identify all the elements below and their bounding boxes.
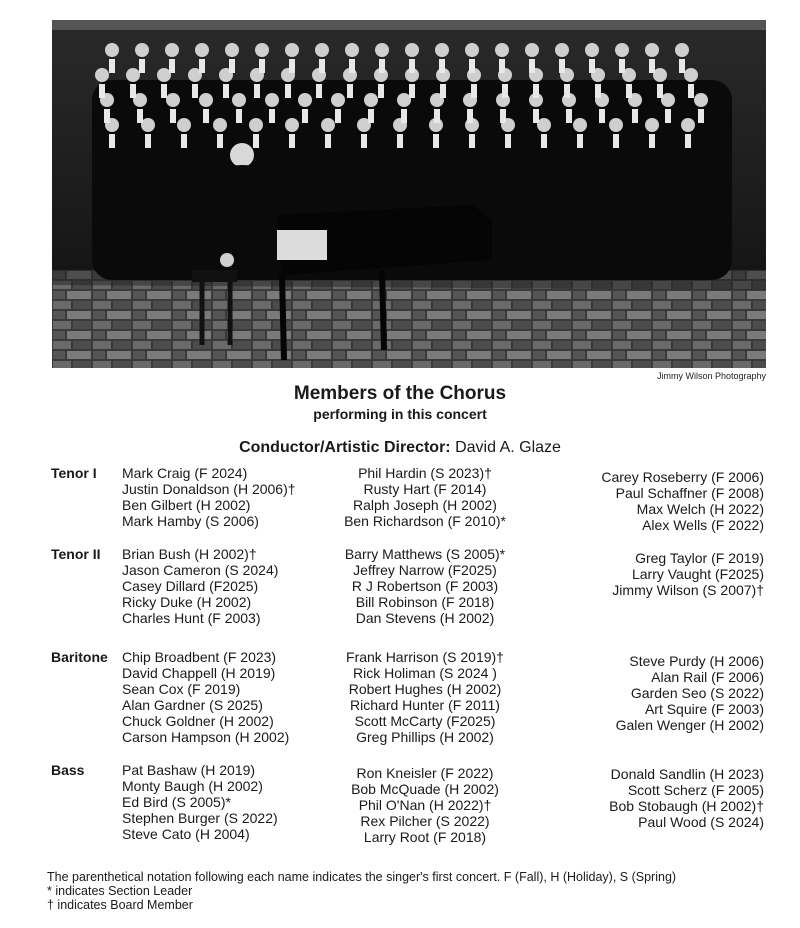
member-name: Scott Scherz (F 2005) xyxy=(627,782,764,798)
photo-credit: Jimmy Wilson Photography xyxy=(656,371,766,381)
member-name: Ralph Joseph (H 2002) xyxy=(353,497,497,513)
member-name: Chuck Goldner (H 2002) xyxy=(122,713,274,729)
section-column-1 xyxy=(122,465,296,529)
member-name: Brian Bush (H 2002)† xyxy=(122,546,257,562)
chorus-photo xyxy=(52,20,766,368)
conductor-line xyxy=(0,439,800,457)
member-name: Phil O'Nan (H 2022)† xyxy=(358,797,492,813)
member-name: Alan Rail (F 2006) xyxy=(651,669,764,685)
member-name: Donald Sandlin (H 2023) xyxy=(610,766,764,782)
member-name: Mark Hamby (S 2006) xyxy=(122,513,259,529)
member-name: Robert Hughes (H 2002) xyxy=(348,681,502,697)
section-label: Tenor II xyxy=(51,546,101,562)
section-column-1 xyxy=(122,649,289,745)
member-name: Rusty Hart (F 2014) xyxy=(363,481,487,497)
section-column-2 xyxy=(340,465,510,529)
member-name: Galen Wenger (H 2002) xyxy=(615,717,764,733)
member-name: Chip Broadbent (F 2023) xyxy=(122,649,277,665)
conductor-name: David A. Glaze xyxy=(455,439,561,456)
member-name: Pat Bashaw (H 2019) xyxy=(122,762,256,778)
member-name: Phil Hardin (S 2023)† xyxy=(358,465,492,481)
section-column-3 xyxy=(612,550,764,598)
page-title: Members of the Chorus xyxy=(293,383,507,404)
member-name: Scott McCarty (F2025) xyxy=(354,713,496,729)
member-name: Bill Robinson (F 2018) xyxy=(355,594,495,610)
member-name: Greg Taylor (F 2019) xyxy=(635,550,764,566)
section-column-3 xyxy=(609,766,764,830)
member-name: Ricky Duke (H 2002) xyxy=(122,594,252,610)
member-name: Larry Root (F 2018) xyxy=(363,829,487,845)
section-column-1 xyxy=(122,762,278,842)
member-name: Art Squire (F 2003) xyxy=(644,701,764,717)
member-name: Charles Hunt (F 2003) xyxy=(122,610,261,626)
member-name: Paul Schaffner (F 2008) xyxy=(615,485,764,501)
member-name: Max Welch (H 2022) xyxy=(636,501,764,517)
member-name: Greg Phillips (H 2002) xyxy=(356,729,494,745)
member-name: Dan Stevens (H 2002) xyxy=(355,610,495,626)
member-name: Jimmy Wilson (S 2007)† xyxy=(612,582,764,598)
chorus-photo-illustration xyxy=(52,20,766,368)
footer-notation-note: The parenthetical notation following each name indicates the singer's first concert. F (Fall), H (Holiday), S (Spring) xyxy=(47,870,677,884)
member-name: Jason Cameron (S 2024) xyxy=(122,562,279,578)
member-name: Monty Baugh (H 2002) xyxy=(122,778,263,794)
member-name: Alex Wells (F 2022) xyxy=(642,517,764,533)
footer-board-member-note: † indicates Board Member xyxy=(47,898,193,912)
member-name: Stephen Burger (S 2022) xyxy=(122,810,278,826)
member-name: Richard Hunter (F 2011) xyxy=(350,697,500,713)
member-name: Rick Holiman (S 2024 ) xyxy=(353,665,497,681)
member-name: Ben Gilbert (H 2002) xyxy=(122,497,251,513)
member-name: Sean Cox (F 2019) xyxy=(122,681,241,697)
section-column-2 xyxy=(340,765,510,845)
member-name: Garden Seo (S 2022) xyxy=(630,685,764,701)
member-name: Paul Wood (S 2024) xyxy=(638,814,764,830)
member-name: Alan Gardner (S 2025) xyxy=(122,697,263,713)
section-label: Tenor I xyxy=(51,465,97,481)
member-name: R J Robertson (F 2003) xyxy=(351,578,499,594)
member-name: Mark Craig (F 2024) xyxy=(122,465,248,481)
member-name: Casey Dillard (F2025) xyxy=(122,578,259,594)
section-column-2 xyxy=(340,546,510,626)
page-subtitle: performing in this concert xyxy=(313,406,487,422)
member-name: Carey Roseberry (F 2006) xyxy=(601,469,764,485)
member-name: Bob McQuade (H 2002) xyxy=(351,781,499,797)
member-name: Ben Richardson (F 2010)* xyxy=(344,513,506,529)
member-name: Steve Purdy (H 2006) xyxy=(629,653,764,669)
section-column-1 xyxy=(122,546,278,626)
member-name: David Chappell (H 2019) xyxy=(122,665,276,681)
member-name: Justin Donaldson (H 2006)† xyxy=(122,481,296,497)
member-name: Bob Stobaugh (H 2002)† xyxy=(609,798,764,814)
member-name: Carson Hampson (H 2002) xyxy=(122,729,290,745)
conductor-label: Conductor/Artistic Director: xyxy=(239,439,451,456)
member-name: Larry Vaught (F2025) xyxy=(631,566,764,582)
member-name: Jeffrey Narrow (F2025) xyxy=(353,562,497,578)
section-column-2 xyxy=(340,649,510,745)
section-label: Baritone xyxy=(51,649,108,665)
member-name: Ron Kneisler (F 2022) xyxy=(356,765,494,781)
member-name: Ed Bird (S 2005)* xyxy=(122,794,231,810)
member-name: Frank Harrison (S 2019)† xyxy=(346,649,504,665)
member-name: Rex Pilcher (S 2022) xyxy=(360,813,490,829)
footer-section-leader-note: * indicates Section Leader xyxy=(47,884,193,898)
member-name: Barry Matthews (S 2005)* xyxy=(344,546,506,562)
member-name: Steve Cato (H 2004) xyxy=(122,826,250,842)
section-column-3 xyxy=(601,469,764,533)
section-column-3 xyxy=(616,653,764,733)
footer-notes xyxy=(47,870,676,912)
section-label: Bass xyxy=(51,762,85,778)
